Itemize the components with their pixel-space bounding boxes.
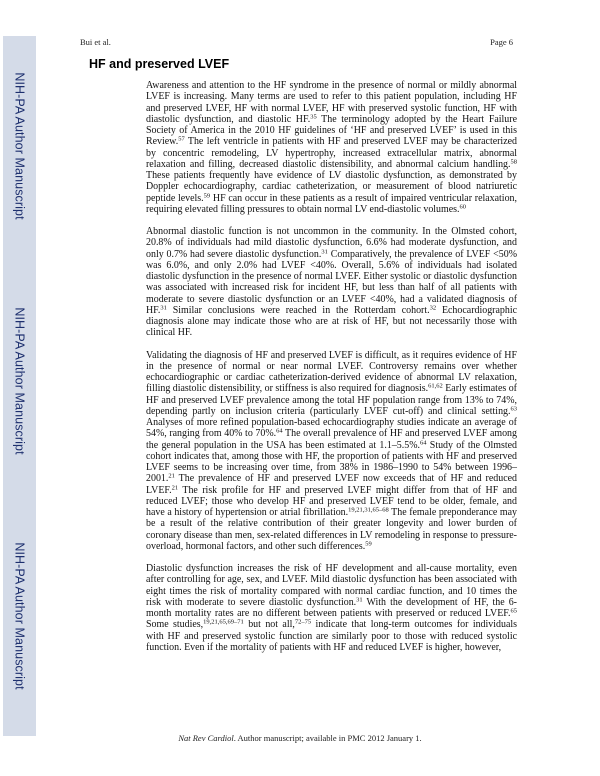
citation-reference: 64 [276,427,283,435]
paragraph-text: Similar conclusions were reached in the Rotterdam cohort. [166,304,430,316]
paragraph-text: indicate that long-term outcomes for individuals with HF and preserved systolic function are similarly poor to those with reduced systolic function. Even if the mortality of patients with HF and reduced LVEF is higher, however, [146,619,517,653]
footer-note: . Author manuscript; available in PMC 2012 January 1. [233,733,422,743]
paragraph-text: With the development of HF, the 6-month mortality rates are no different between patients with preserved or reduced LVEF. [146,596,517,619]
citation-reference: 32 [429,304,437,312]
paragraph [146,563,517,653]
citation-reference: 61,62 [428,382,443,390]
sidebar-label: NIH-PA Author Manuscript [12,542,27,690]
citation-reference: 63 [510,405,517,413]
citation-reference: 19,21,65,69–71 [203,618,244,626]
page-number: Page 6 [490,37,513,47]
section-title: HF and preserved LVEF [89,57,230,71]
paragraph-text: Abnormal diastolic function is not uncommon in the community. In the Olmsted cohort, 20.8% of individuals had mild diastolic dysfunction, 6.6% had moderate dysfunction, and only 0.7% had severe diastolic dysfunction. [146,226,517,260]
paragraph-text: Awareness and attention to the HF syndrome in the presence of normal or mildly abnormal LVEF is increasing. Many terms are used to refer to this patient population, including HF and preserved LVEF, HF with normal LVEF, HF with preserved systolic function, HF with diastolic dysfunction, and diastolic HF. [146,80,517,125]
paragraph-text: Validating the diagnosis of HF and preserved LVEF is difficult, as it requires evidence of HF in the presence of normal or near normal LVEF. Controversy remains over whether echocardiographic or cardiac catheterization-derived evidence of abnormal LV relaxation, filling diastolic distensibility, or stiffness is also required for diagnosis. [146,349,517,395]
citation-reference: 59 [365,540,372,548]
paragraph-text: The female preponderance may be a result of the relative contribution of their greater longevity and lower burden of coronary disease than men, sex-related differences in LV remodeling in response to pressure-overload, hormonal factors, and other such differences. [146,507,517,552]
paragraph-text: Echocardiographic diagnosis alone may indicate those who are at risk of HF, but not necessarily those with clinical HF. [146,304,518,339]
citation-reference: 31 [160,304,167,312]
citation-reference: 31 [356,596,363,604]
sidebar-label: NIH-PA Author Manuscript [12,72,27,220]
paragraph-text: The left ventricle in patients with HF and preserved LVEF may be characterized by concentric remodeling, LV hypertrophy, increased extracellular matrix, abnormal relaxation and filling, decreased diastolic distensibility, and abnormal calcium handling. [146,136,517,170]
paragraph-text: Some studies, [146,619,204,631]
citation-reference: 64 [419,439,427,446]
citation-reference: 19,21,31,65–68 [348,506,389,514]
paragraph-text: The overall prevalence of HF and preserved LVEF among the general population in the USA has been estimated at 1.1–5.5%. [146,428,517,451]
citation-reference: 21 [168,472,175,480]
body-text [146,80,517,664]
paragraph-text: HF can occur in these patients as a result of impaired ventricular relaxation, requiring elevated filling pressures to obtain normal LV end-diastolic volumes. [146,192,517,215]
paragraph-text: but not all, [243,619,295,631]
citation-reference: 31 [321,248,328,255]
paragraph-text: Study of the Olmsted cohort indicates that, among those with HF, the proportion of patients with HF and preserved LVEF seems to be increasing over time, from 38% in 1986–1990 to 54% between 1996–2001. [146,439,517,485]
citation-reference: 21 [171,484,179,491]
paragraph-text: The prevalence of HF and preserved LVEF now exceeds that of HF and reduced LVEF. [146,473,517,496]
paragraph-text: Analyses of more refined population-based echocardiography studies indicate an average of 54%, ranging from 40% to 70%. [146,417,517,440]
paragraph [146,80,517,215]
sidebar-label: NIH-PA Author Manuscript [12,307,27,455]
paragraph-text: The risk profile for HF and preserved LVEF might differ from that of HF and reduced LVEF; those who develop HF and preserved LVEF tend to be older, female, and have a history of hypertension or atrial fibrillation. [146,484,517,518]
journal-name: Nat Rev Cardiol [178,733,234,743]
citation-reference: 65 [510,607,517,615]
paragraph-text: These patients frequently have evidence of LV diastolic dysfunction, as demonstrated by Doppler echocardiography, cardiac catheterization, or measurement of blood natriuretic peptide levels. [146,170,517,204]
paragraph-text: Early estimates of HF and preserved LVEF prevalence among the total HF population range from 13% to 74%, depending partly on inclusion criteria (particularly LVEF cut-off) and clinical setting. [146,383,517,417]
nih-manuscript-sidebar [3,36,36,736]
paragraph-text: The terminology adopted by the Heart Failure Society of America in the 2010 HF guidelines of ‘HF and preserved LVEF’ is used in this Review. [146,113,517,148]
running-head: Bui et al. [80,37,111,47]
citation-reference: 60 [459,203,467,211]
citation-reference: 72–75 [294,618,312,626]
page-footer [0,733,600,743]
paragraph-text: Comparatively, the prevalence of LVEF <50% was 6.0%, and only 2.0% had LVEF <40%. Overall, 5.6% of individuals had isolated diastolic dysfunction in the presence of normal LVEF. Either systolic or diastolic dysfunction was associated with increased risk for incident HF, but less than half of all patients with moderate to severe diastolic dysfunction or an LVEF <40%, had a validated diagnosis of HF. [146,248,517,316]
citation-reference: 59 [203,192,211,199]
citation-reference: 58 [510,158,517,166]
citation-reference: 35 [310,113,317,121]
paragraph [146,226,517,339]
paragraph-text: Diastolic dysfunction increases the risk of HF development and all-cause mortality, even after controlling for age, sex, and LVEF. Mild diastolic dysfunction has been associated with eight times the risk of mortality compared with normal cardiac function, and 10 times the risk with moderate to severe diastolic dysfunction. [146,563,517,608]
paragraph [146,350,517,553]
citation-reference: 57 [178,135,185,143]
